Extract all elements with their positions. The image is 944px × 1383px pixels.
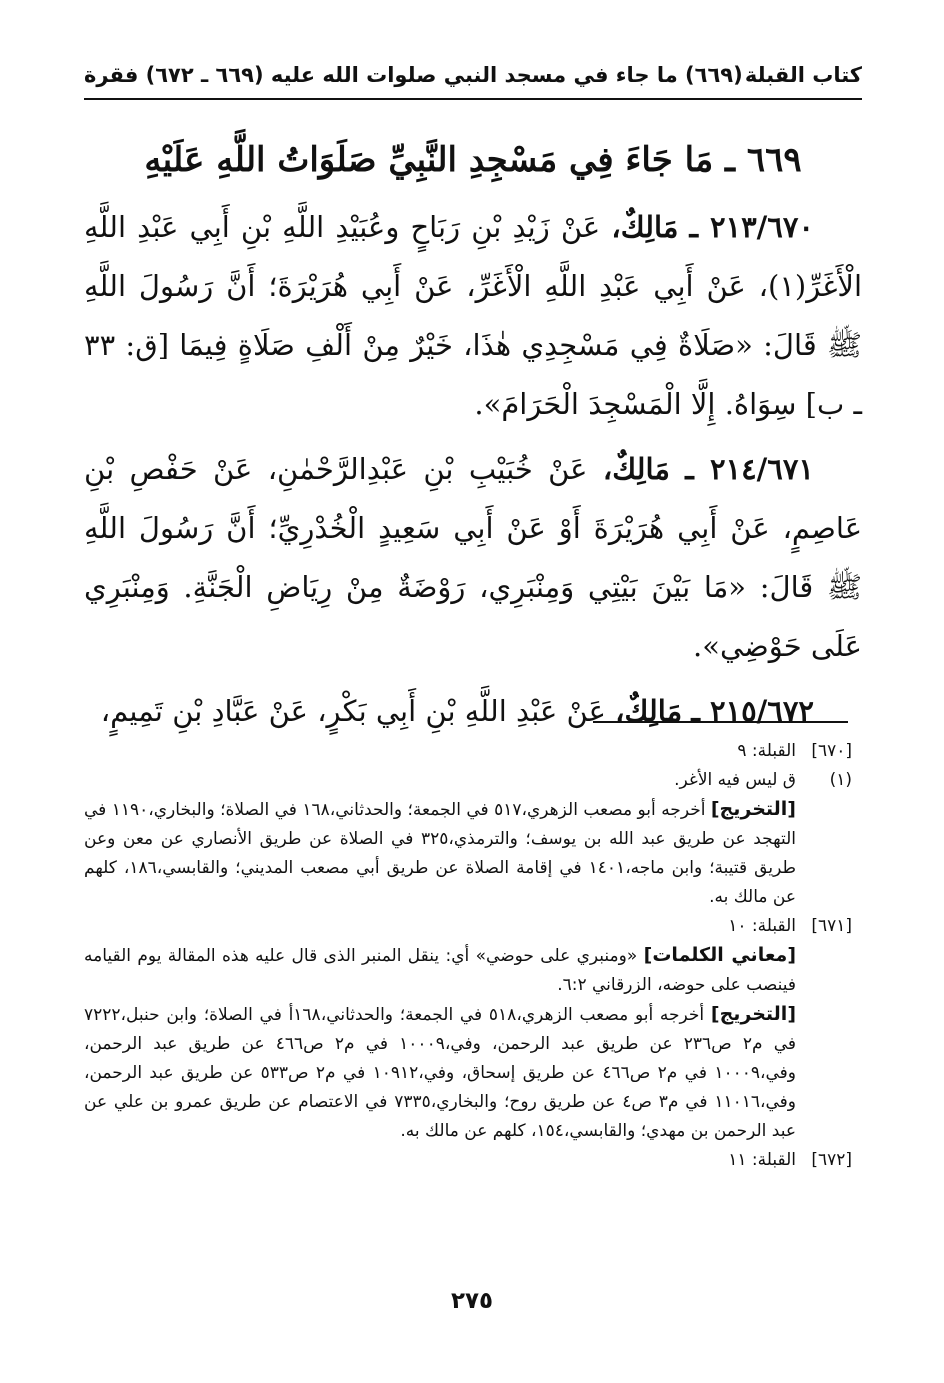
takhrij-tag: [التخريج] [710,1003,797,1025]
footnote-paragraph [84,1000,796,1146]
footnote-paragraph [84,941,796,1000]
hadith-narrator: مَالِكٌ، [602,452,670,486]
footnote-ref: [٦٧٢] [811,1150,852,1170]
footnote [84,766,852,912]
takhrij-tag: [التخريج] [710,798,796,820]
hadith-narrator: مَالِكٌ، [611,210,679,244]
footnote-divider [593,721,848,723]
hadith-paragraph [84,682,862,741]
header-book-title: كتاب القبلة [744,63,862,87]
footnote-ref: [٦٧٠] [811,741,852,761]
footnote-text: القبلة: ١٠ [728,916,796,936]
hadith-text: عَنْ خُبَيْبِ بْنِ عَبْدِالرَّحْمٰنِ، عَنْ حَفْصِ بْنِ عَاصِمٍ، عَنْ أَبِي هُرَيْرَةَ أَوْ عَنْ أَبِي سَعِيدٍ الْخُدْرِيِّ؛ أَنَّ رَسُولَ اللَّهِ ﷺ قَالَ: «مَا بَيْنَ بَيْتِي وَمِنْبَرِي، رَوْضَةٌ مِنْ رِيَاضِ الْجَنَّةِ. وَمِنْبَرِي عَلَى حَوْضِي». [84,452,862,663]
footnote-text: أخرجه أبو مصعب الزهري،٥١٨ في الجمعة؛ والحدثاني،١٦٨أ في الصلاة؛ وابن حنبل،٧٢٢٢ في م٢ ص٢٣٦ عن طريق عبد الرحمن، وفي،١٠٠٠٩ في م٢ ص٤٦٦ عن طريق عبد الرحمن، وفي،١٠٠٠٩ في م٢ ص٤٦٦ عن طريق إسحاق، وفي،١٠٩١٢ في م٢ ص٥٣٣ عن طريق عبد الرحمن، وفي،١١٠١٦ في م٣ ص٤ عن طريق روح؛ والبخاري،٧٣٣٥ في الاعتصام عن طريق عمرو بن علي عن عبد الرحمن بن مهدي؛ والقابسي،١٥٤، كلهم عن مالك به. [84,1005,796,1141]
hadith-narrator: مَالِكٌ، [615,694,683,728]
footnote-ref: [٦٧١] [811,916,852,936]
hadith-text: عَنْ زَيْدِ بْنِ رَبَاحٍ وعُبَيْدِ اللَّهِ بْنِ أَبِي عَبْدِ اللَّهِ الْأَغَرِّ(١)، عَنْ أَبِي عَبْدِ اللَّهِ الْأَغَرِّ، عَنْ أَبِي هُرَيْرَةَ؛ أَنَّ رَسُولَ اللَّهِ ﷺ قَالَ: «صَلَاةٌ فِي مَسْجِدِي هٰذَا، خَيْرٌ مِنْ أَلْفِ صَلَاةٍ فِيمَا [ق: ٣٣ ـ ب] سِوَاهُ. إِلَّا الْمَسْجِدَ الْحَرَامَ». [84,210,862,421]
footnote [84,1146,852,1175]
hadith-number: ٢١٤/٦٧١ ـ [685,452,815,486]
hadith-paragraph [84,198,862,434]
footnote [84,912,852,1146]
hadith-paragraph [84,440,862,676]
footnote-text: أخرجه أبو مصعب الزهري،٥١٧ في الجمعة؛ والحدثاني،١٦٨ في الصلاة؛ والبخاري،١١٩٠ في التهجد عن طريق عبد الله بن يوسف؛ والترمذي،٣٢٥ في الصلاة عن طريق الأنصاري عن معن وعن طريق قتيبة؛ وابن ماجه،١٤٠١ في إقامة الصلاة عن طريق أبي مصعب المديني؛ والقابسي،١٨٦، كلهم عن مالك به. [84,800,797,907]
hadith-number: ٢١٥/٦٧٢ ـ [691,694,814,728]
page-number: ٢٧٥ [450,1288,494,1314]
hadith-body [84,198,862,747]
footnote-text: القبلة: ١١ [728,1150,796,1170]
footnote-text: ق ليس فيه الأغر. [674,770,796,790]
footnote [84,737,852,766]
footnote-text: «ومنبري على حوضي» أي: ينقل المنبر الذى قال عليه هذه المقالة يوم القيامه فينصب على حوضه، الزرقاني ٦:٢. [84,946,796,995]
header-chapter-range: (٦٦٩) ما جاء في مسجد النبي صلوات الله عليه (٦٦٩ ـ ٦٧٢) فقرة [84,63,743,87]
chapter-title: ٦٦٩ ـ مَا جَاءَ فِي مَسْجِدِ النَّبِيِّ صَلَوَاتُ اللَّهِ عَلَيْهِ [144,140,802,180]
footnote-paragraph [84,795,796,912]
hadith-text: عَنْ عَبْدِ اللَّهِ بْنِ أَبِي بَكْرٍ، عَنْ عَبَّادِ بْنِ تَمِيمٍ، [100,694,606,728]
hadith-number: ٢١٣/٦٧٠ ـ [689,210,815,244]
footnote-ref: (١) [829,770,852,790]
footnote-text: القبلة: ٩ [737,741,796,761]
footnotes [84,737,852,1175]
running-header [84,52,862,100]
meanings-tag: [معاني الكلمات] [643,944,797,966]
